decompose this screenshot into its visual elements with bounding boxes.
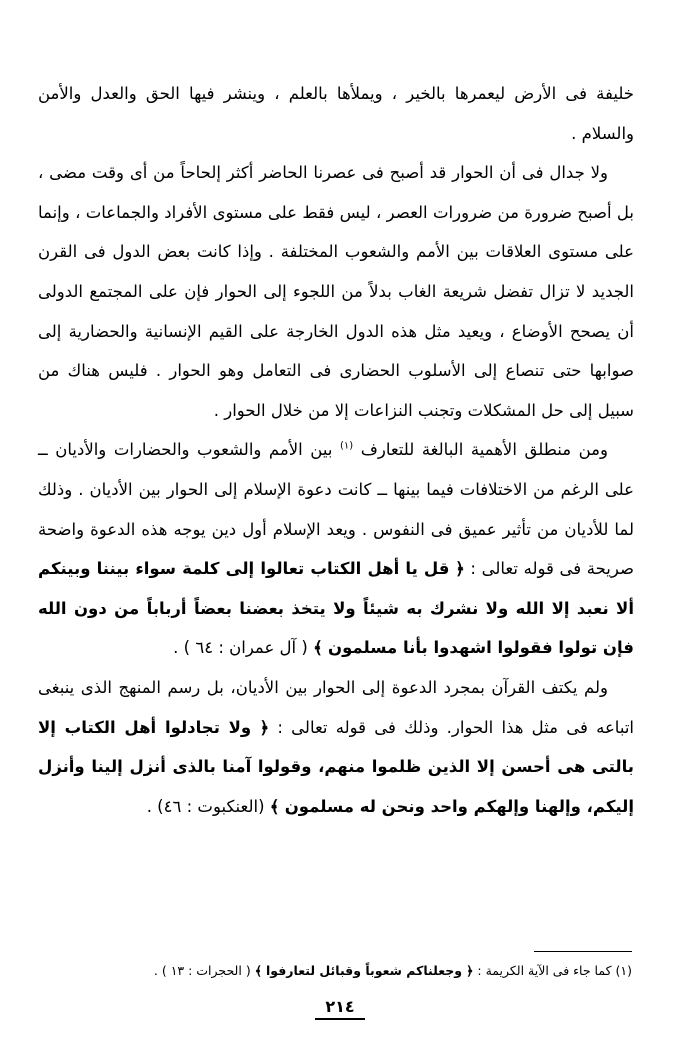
footnote [60, 961, 632, 981]
page-number [0, 997, 680, 1020]
paragraph-4 [38, 668, 634, 826]
paragraph-2 [38, 153, 634, 430]
paragraph-3 [38, 430, 634, 668]
quran-quote-close-bracket: ﴾ [313, 638, 323, 658]
footnote-divider [534, 951, 632, 952]
footnote-reference-mark: (١) [340, 440, 354, 452]
quran-citation-al-imran: ( آل عمران : ٦٤ ) . [173, 638, 308, 658]
quran-quote-open-bracket: ﴿ [259, 717, 270, 737]
paragraph-3-text-start: ومن منطلق الأهمية البالغة للتعارف [360, 440, 608, 460]
quran-quote-close-bracket: ﴾ [269, 796, 280, 816]
footnote-quote: وجعلناكم شعوباً وقبائل لتعارفوا [266, 963, 463, 978]
paragraph-2-text: ولا جدال فى أن الحوار قد أصبح فى عصرنا الحاضر أكثر إلحاحاً من أى وقت مضى ، بل أصبح ضرورة من ضرورات العصر ، ليس فقط على مستوى الأفراد والجماعات ، وإنما على مستوى العلاقات بين الأمم والشعوب المختلفة . وإذا كانت بعض الدول فى القرن الجديد لا تزال تفضل شريعة الغاب بدلاً من اللجوء إلى الحوار فإن على المجتمع الدولى أن يصحح الأوضاع ، ويعيد مثل هذه الدول الخارجة على القيم الإنسانية والحضارية إلى صوابها حتى تنصاع إلى الأسلوب الحضارى فى التعامل وهو الحوار . فليس هناك من سبيل إلى حل المشكلات وتجنب النزاعات إلا من خلال الحوار . [38, 163, 634, 420]
footnote-quote-close-bracket: ﴾ [254, 963, 263, 978]
footnote-text: (١) كما جاء فى الآية الكريمة : [477, 963, 632, 978]
paragraph-4-text: ولم يكتف القرآن بمجرد الدعوة إلى الحوار بين الأديان، بل رسم المنهج الذى ينبغى اتباعه فى مثل هذا الحوار. وذلك فى قوله تعالى : [38, 677, 634, 737]
footnote-quote-open-bracket: ﴿ [466, 963, 474, 978]
quran-quote-al-imran: قل يا أهل الكتاب تعالوا إلى كلمة سواء بيننا وبينكم ألا نعبد إلا الله ولا نشرك به شيئاً ولا يتخذ بعضنا بعضاً أرباباً من دون الله فإن تولوا فقولوا اشهدوا بأنا مسلمون [38, 559, 634, 658]
paragraph-1-text: خليفة فى الأرض ليعمرها بالخير ، ويملأها بالعلم ، وينشر فيها الحق والعدل والأمن والسلام . [38, 84, 634, 143]
main-text [38, 74, 634, 826]
quran-quote-al-ankabut: ولا تجادلوا أهل الكتاب إلا بالتى هى أحسن إلا الذين ظلموا منهم، وقولوا آمنا بالذى أنزل إلينا وأنزل إليكم، وإلهنا وإلهكم واحد ونحن له مسلمون [38, 717, 634, 816]
quran-citation-al-ankabut: (العنكبوت : ٤٦) . [146, 796, 265, 816]
quran-quote-open-bracket: ﴿ [455, 559, 465, 579]
page-number-value: ٢١٤ [315, 997, 364, 1020]
paragraph-1 [38, 74, 634, 153]
footnote-citation: ( الحجرات : ١٣ ) . [153, 963, 251, 978]
paragraph-3-text-middle: بين الأمم والشعوب والحضارات والأديان ــ على الرغم من الاختلافات فيما بينها ــ كانت دعوة الإسلام إلى الحوار بين الأديان . وذلك لما للأديان من تأثير عميق فى النفوس . ويعد الإسلام أول دين يوجه هذه الدعوة واضحة صريحة فى قوله تعالى : [38, 440, 635, 579]
